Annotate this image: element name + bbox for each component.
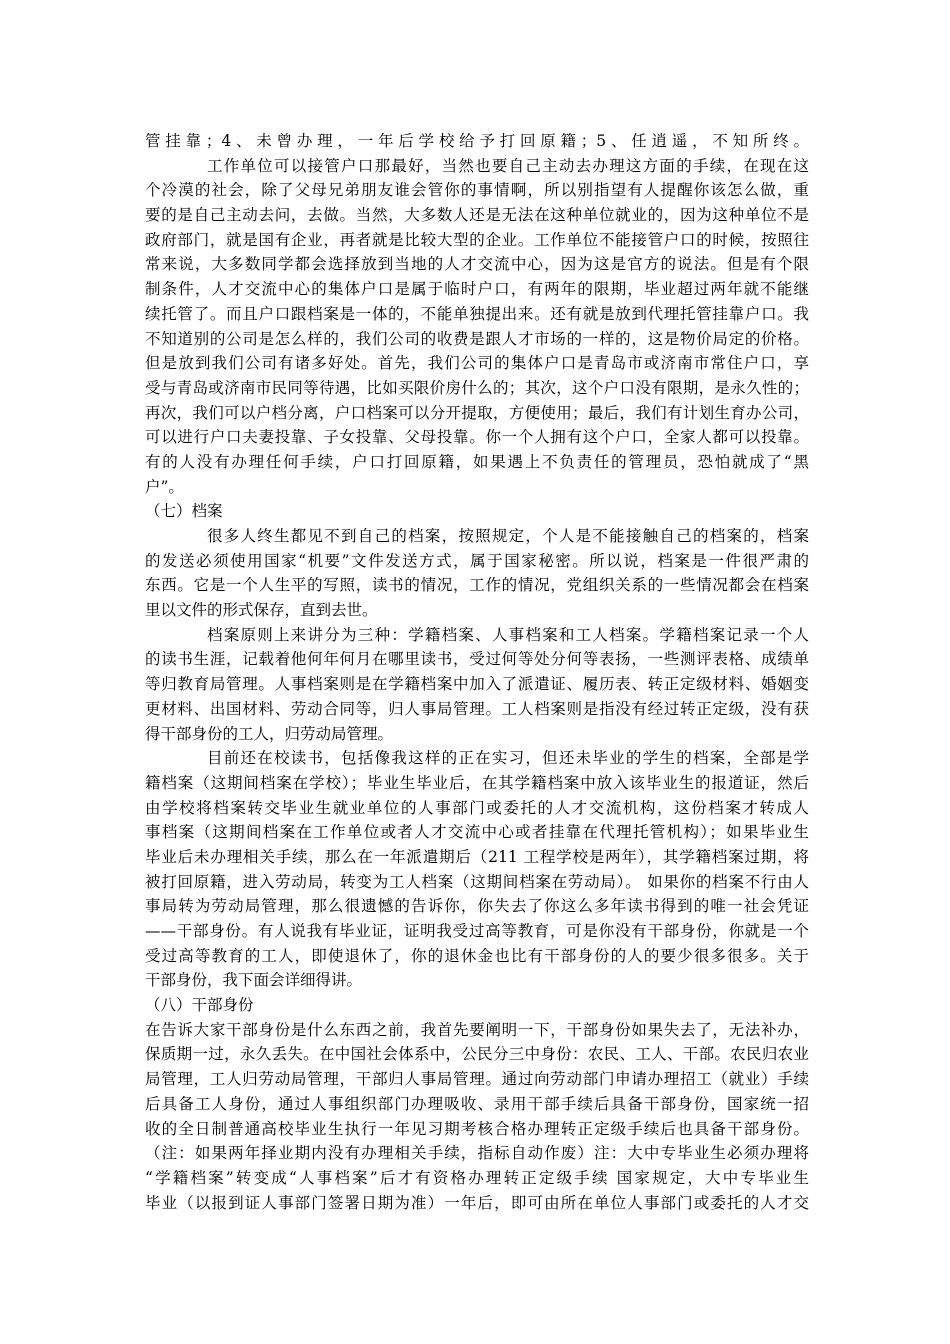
- text-line: 籍档案（这期间档案在学校）；毕业生毕业后，在其学籍档案中放入该毕业生的报道证，然后: [145, 773, 809, 792]
- text-line: 户”。: [145, 477, 184, 496]
- text-line: 有的人没有办理任何手续，户口打回原籍，如果遇上不负责任的管理员，恐怕就成了“黑: [145, 452, 809, 471]
- text-line: 在告诉大家干部身份是什么东西之前，我首先要阐明一下，干部身份如果失去了，无法补办，: [145, 1020, 809, 1039]
- text-line: 干部身份，我下面会详细得讲。: [145, 971, 363, 990]
- text-line: 可以进行户口夫妻投靠、子女投靠、父母投靠。你一个人拥有这个户口，全家人都可以投靠。: [145, 428, 809, 447]
- text-line: 等归教育局管理。人事档案则是在学籍档案中加入了派遣证、履历表、转正定级材料、婚姻变: [145, 675, 809, 694]
- text-line: 再次，我们可以户档分离，户口档案可以分开提取，方便使用；最后，我们有计划生育办公司，: [145, 403, 809, 422]
- text-line: 被打回原籍，进入劳动局，转变为工人档案（这期间档案在劳动局）。 如果你的档案不行由人: [145, 872, 809, 891]
- text-line: 管挂靠；4、未曾办理，一年后学校给予打回原籍；5、任逍遥，不知所终。: [145, 132, 809, 150]
- text-line: （注：如果两年择业期内没有办理相关手续，指标自动作废）注：大中专毕业生必须办理将: [145, 1144, 809, 1163]
- text-line: 的发送必须使用国家“机要”文件发送方式，属于国家秘密。所以说，档案是一件很严肃的: [145, 551, 809, 570]
- text-line: 事档案（这期间档案在工作单位或者人才交流中心或者挂靠在代理托管机构）；如果毕业生: [145, 823, 809, 842]
- text-line: 更材料、出国材料、劳动合同等，归人事局管理。工人档案则是指没有经过转正定级，没有获: [145, 699, 809, 718]
- text-line: 里以文件的形式保存，直到去世。: [145, 601, 378, 620]
- text-line: 但是放到我们公司有诸多好处。首先，我们公司的集体户口是青岛市或济南市常住户口，享: [145, 354, 809, 373]
- text-line: 个冷漠的社会，除了父母兄弟朋友谁会管你的事情啊，所以别指望有人提醒你该怎么做，重: [145, 181, 809, 200]
- text-line: 要的是自己主动去问，去做。当然，大多数人还是无法在这种单位就业的，因为这种单位不是: [145, 206, 809, 225]
- text-line: 事局转为劳动局管理，那么很遗憾的告诉你，你失去了你这么多年读书得到的唯一社会凭证: [145, 897, 809, 916]
- text-line: 保质期一过，永久丢失。在中国社会体系中，公民分三中身份：农民、工人、干部。农民归农业: [145, 1045, 809, 1064]
- paragraph-first-line: 档案原则上来讲分为三种：学籍档案、人事档案和工人档案。学籍档案记录一个人: [207, 625, 809, 644]
- text-line: 的读书生涯，记载着他何年何月在哪里读书，受过何等处分何等表扬，一些测评表格、成绩单: [145, 650, 809, 669]
- text-line: 后具备工人身份，通过人事组织部门办理吸收、录用干部手续后具备干部身份，国家统一招: [145, 1094, 809, 1113]
- text-line: ——干部身份。有人说我有毕业证，证明我受过高等教育，可是你没有干部身份，你就是一个: [145, 922, 809, 940]
- text-line: 受与青岛或济南市民同等待遇，比如买限价房什么的；其次，这个户口没有限期，是永久性的；: [145, 378, 809, 397]
- text-line: 常来说，大多数同学都会选择放到当地的人才交流中心，因为这是官方的说法。但是有个限: [145, 255, 809, 274]
- section-heading: （七）档案: [145, 502, 223, 521]
- text-line: 收的全日制普通高校毕业生执行一年见习期考核合格办理转正定级手续后也具备干部身份。: [145, 1119, 809, 1138]
- text-line: 不知道别的公司是怎么样的，我们公司的收费是跟人才市场的一样的，这是物价局定的价格。: [145, 329, 809, 348]
- text-line: 受过高等教育的工人，即使退休了，你的退休金也比有干部身份的人的要少很多很多。关于: [145, 946, 809, 965]
- text-line: 得干部身份的工人，归劳动局管理。: [145, 724, 394, 743]
- text-line: “学籍档案”转变成“人事档案”后才有资格办理转正定级手续 国家规定，大中专毕业生: [145, 1168, 809, 1187]
- text-line: 毕业后未办理相关手续，那么在一年派遣期后（211 工程学校是两年），其学籍档案过期，将: [145, 847, 809, 866]
- text-line: 由学校将档案转交毕业生就业单位的人事部门或委托的人才交流机构，这份档案才转成人: [145, 798, 809, 817]
- text-line: 制条件，人才交流中心的集体户口是属于临时户口，有两年的限期，毕业超过两年就不能继: [145, 280, 809, 299]
- text-line: 续托管了。而且户口跟档案是一体的，不能单独提出来。还有就是放到代理托管挂靠户口。我: [145, 304, 809, 323]
- section-heading: （八）干部身份: [145, 996, 254, 1015]
- text-line: 东西。它是一个人生平的写照，读书的情况，工作的情况，党组织关系的一些情况都会在档案: [145, 576, 809, 595]
- paragraph-first-line: 工作单位可以接管户口那最好，当然也要自己主动去办理这方面的手续，在现在这: [207, 156, 809, 175]
- text-line: 局管理，工人归劳动局管理，干部归人事局管理。通过向劳动部门申请办理招工（就业）手续: [145, 1070, 809, 1089]
- text-line: 政府部门，就是国有企业，再者就是比较大型的企业。工作单位不能接管户口的时候，按照往: [145, 230, 809, 249]
- paragraph-first-line: 目前还在校读书，包括像我这样的正在实习，但还未毕业的学生的档案，全部是学: [207, 749, 809, 768]
- paragraph-first-line: 很多人终生都见不到自己的档案，按照规定，个人是不能接触自己的档案的，档案: [207, 527, 809, 545]
- text-line: 毕业（以报到证人事部门签署日期为准）一年后，即可由所在单位人事部门或委托的人才交: [145, 1193, 809, 1212]
- document-page: [145, 129, 809, 1215]
